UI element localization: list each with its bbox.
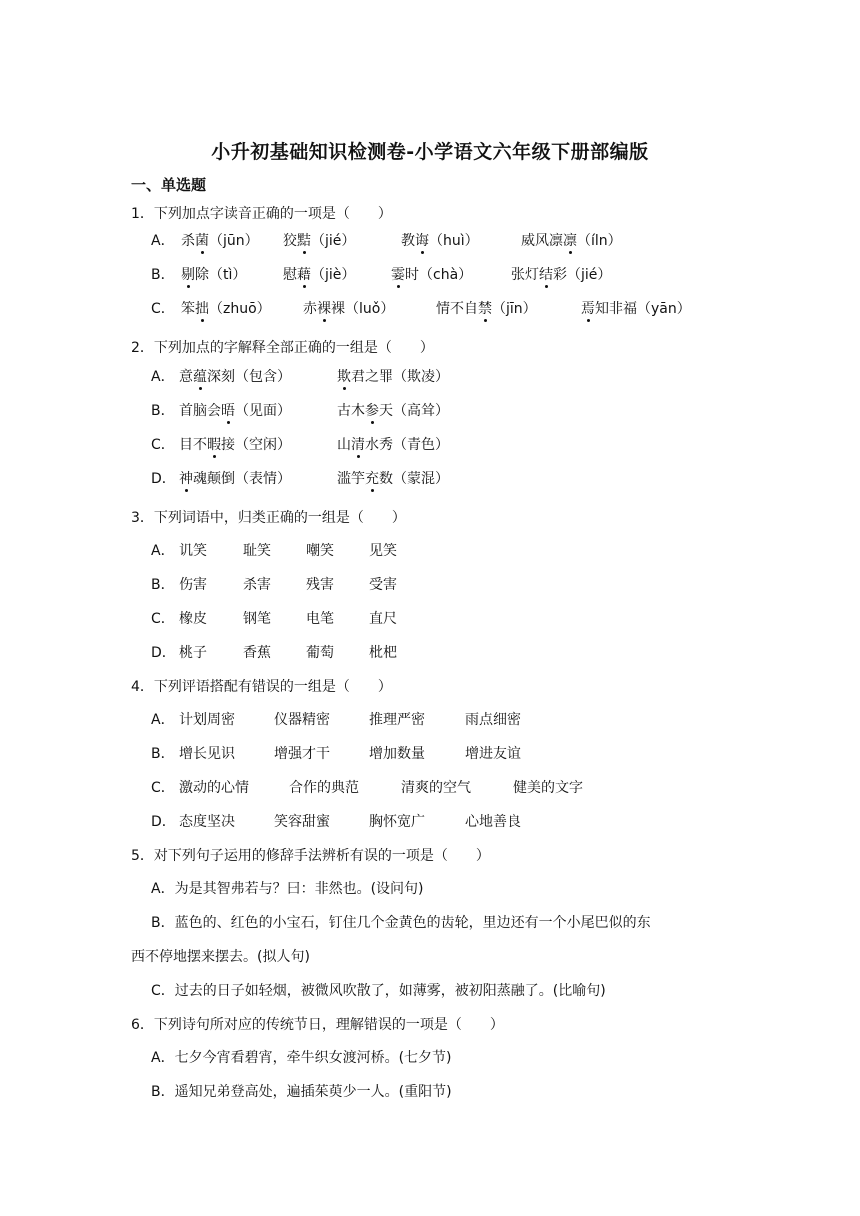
question-4-option-c[interactable] (151, 777, 771, 797)
question-2-option-a[interactable] (151, 366, 771, 386)
question-6-stem: 6．下列诗句所对应的传统节日，理解错误的一项是（ ） (131, 1017, 504, 1033)
option-item: 笨拙（zhuō） (181, 301, 271, 317)
question-3-option-d[interactable] (151, 642, 771, 662)
emphasis-dot-char: 剔 (181, 267, 195, 283)
option-item: 杀菌（jūn） (181, 233, 259, 249)
option-label: B． (151, 577, 175, 593)
option-label: D． (151, 471, 176, 487)
emphasis-dot-char: 结 (539, 267, 553, 283)
option-label: B． (151, 403, 175, 419)
question-2-option-b[interactable] (151, 400, 771, 420)
option-word: 雨点细密 (465, 712, 521, 728)
emphasis-dot-char: 诲 (415, 233, 429, 249)
emphasis-dot-char: 禁 (478, 301, 492, 317)
option-word: 香蕉 (243, 645, 271, 661)
emphasis-dot-char: 蕴 (193, 369, 207, 385)
question-5-stem: 5．对下列句子运用的修辞手法辨析有误的一项是（ ） (131, 848, 490, 864)
section-heading: 一、单选题 (131, 176, 207, 194)
option-label: B． (151, 267, 175, 283)
option-item: 威风凛凛（íln） (521, 233, 622, 249)
option-label: C． (151, 301, 175, 317)
option-word: 心地善良 (465, 814, 521, 830)
emphasis-dot-char: 霎 (391, 267, 405, 283)
option-item: 赤裸裸（luǒ） (303, 301, 395, 317)
option-word: 清爽的空气 (401, 780, 471, 796)
question-6-option-a[interactable]: A．七夕今宵看碧宵，牵牛织女渡河桥。(七夕节) (151, 1050, 452, 1066)
option-word: 仪器精密 (274, 712, 330, 728)
page-title: 小升初基础知识检测卷-小学语文六年级下册部编版 (211, 141, 649, 163)
option-label: D． (151, 814, 176, 830)
option-word: 健美的文字 (513, 780, 583, 796)
emphasis-dot-char: 菌 (195, 233, 209, 249)
question-6-option-b[interactable]: B．遥知兄弟登高处，遍插茱萸少一人。(重阳节) (151, 1084, 452, 1100)
question-4-option-b[interactable] (151, 743, 771, 763)
question-5-option-a[interactable]: A．为是其智弗若与？曰：非然也。(设问句) (151, 881, 424, 897)
option-item: 首脑会晤（见面） (179, 403, 291, 419)
option-word: 直尺 (369, 611, 397, 627)
option-label: C． (151, 780, 175, 796)
option-label: D． (151, 645, 176, 661)
option-word: 计划周密 (179, 712, 235, 728)
emphasis-dot-char: 黠 (297, 233, 311, 249)
option-word: 葡萄 (306, 645, 334, 661)
option-word: 枇杷 (369, 645, 397, 661)
option-word: 增进友谊 (465, 746, 521, 762)
emphasis-dot-char: 神 (179, 471, 193, 487)
question-1-option-a[interactable] (151, 230, 771, 250)
question-2-stem: 2．下列加点的字解释全部正确的一组是（ ） (131, 340, 434, 356)
option-label: C． (151, 611, 175, 627)
option-word: 激动的心情 (179, 780, 249, 796)
emphasis-dot-char: 清 (351, 437, 365, 453)
option-item: 慰藉（jiè） (283, 267, 356, 283)
emphasis-dot-char: 凛 (563, 233, 577, 249)
emphasis-dot-char: 藉 (297, 267, 311, 283)
option-word: 笑容甜蜜 (274, 814, 330, 830)
question-2-option-d[interactable] (151, 468, 771, 488)
question-1-option-b[interactable] (151, 264, 771, 284)
option-label: A． (151, 712, 175, 728)
question-3-option-a[interactable] (151, 540, 771, 560)
option-word: 受害 (369, 577, 397, 593)
option-label: A． (151, 233, 175, 249)
option-item: 目不暇接（空闲） (179, 437, 291, 453)
option-item: 教诲（huì） (401, 233, 479, 249)
option-label: A． (151, 543, 175, 559)
option-item: 狡黠（jié） (283, 233, 356, 249)
option-word: 合作的典范 (289, 780, 359, 796)
option-word: 推理严密 (369, 712, 425, 728)
question-5-option-b[interactable]: B．蓝色的、红色的小宝石，钉住几个金黄色的齿轮，里边还有一个小尾巴似的东 (151, 915, 651, 931)
option-word: 残害 (306, 577, 334, 593)
option-word: 桃子 (179, 645, 207, 661)
emphasis-dot-char: 焉 (581, 301, 595, 317)
option-word: 伤害 (179, 577, 207, 593)
option-label: B． (151, 746, 175, 762)
question-3-stem: 3．下列词语中，归类正确的一组是（ ） (131, 510, 406, 526)
emphasis-dot-char: 欺 (337, 369, 351, 385)
option-item: 滥竽充数（蒙混） (337, 471, 449, 487)
option-label: C． (151, 437, 175, 453)
option-item: 古木参天（高耸） (337, 403, 449, 419)
option-word: 钢笔 (243, 611, 271, 627)
question-4-option-d[interactable] (151, 811, 771, 831)
option-word: 增强才干 (274, 746, 330, 762)
question-4-stem: 4．下列评语搭配有错误的一组是（ ） (131, 679, 392, 695)
option-item: 神魂颠倒（表情） (179, 471, 291, 487)
option-word: 增加数量 (369, 746, 425, 762)
emphasis-dot-char: 裸 (317, 301, 331, 317)
emphasis-dot-char: 暇 (207, 437, 221, 453)
emphasis-dot-char: 晤 (221, 403, 235, 419)
option-item: 霎时（chà） (391, 267, 473, 283)
option-item: 情不自禁（jīn） (436, 301, 537, 317)
question-4-option-a[interactable] (151, 709, 771, 729)
option-label: A． (151, 369, 175, 385)
question-3-option-b[interactable] (151, 574, 771, 594)
option-word: 见笑 (369, 543, 397, 559)
emphasis-dot-char: 参 (365, 403, 379, 419)
question-5-option-c[interactable]: C．过去的日子如轻烟，被微风吹散了，如薄雾，被初阳蒸融了。(比喻句) (151, 983, 606, 999)
option-item: 山清水秀（青色） (337, 437, 449, 453)
question-1-stem: 1．下列加点字读音正确的一项是（ ） (131, 206, 392, 222)
option-word: 橡皮 (179, 611, 207, 627)
option-word: 电笔 (306, 611, 334, 627)
option-word: 杀害 (243, 577, 271, 593)
emphasis-dot-char: 充 (365, 471, 379, 487)
question-1-option-c[interactable] (151, 298, 771, 318)
option-word: 耻笑 (243, 543, 271, 559)
question-2-option-c[interactable] (151, 434, 771, 454)
question-5-option-b-continued: 西不停地摆来摆去。(拟人句) (131, 949, 310, 965)
option-item: 剔除（tì） (181, 267, 247, 283)
option-word: 讥笑 (179, 543, 207, 559)
option-item: 焉知非福（yān） (581, 301, 691, 317)
option-word: 嘲笑 (306, 543, 334, 559)
question-3-option-c[interactable] (151, 608, 771, 628)
option-item: 意蕴深刻（包含） (179, 369, 291, 385)
option-item: 欺君之罪（欺凌） (337, 369, 449, 385)
option-item: 张灯结彩（jié） (511, 267, 612, 283)
option-word: 态度坚决 (179, 814, 235, 830)
option-word: 胸怀宽广 (369, 814, 425, 830)
option-word: 增长见识 (179, 746, 235, 762)
emphasis-dot-char: 拙 (195, 301, 209, 317)
